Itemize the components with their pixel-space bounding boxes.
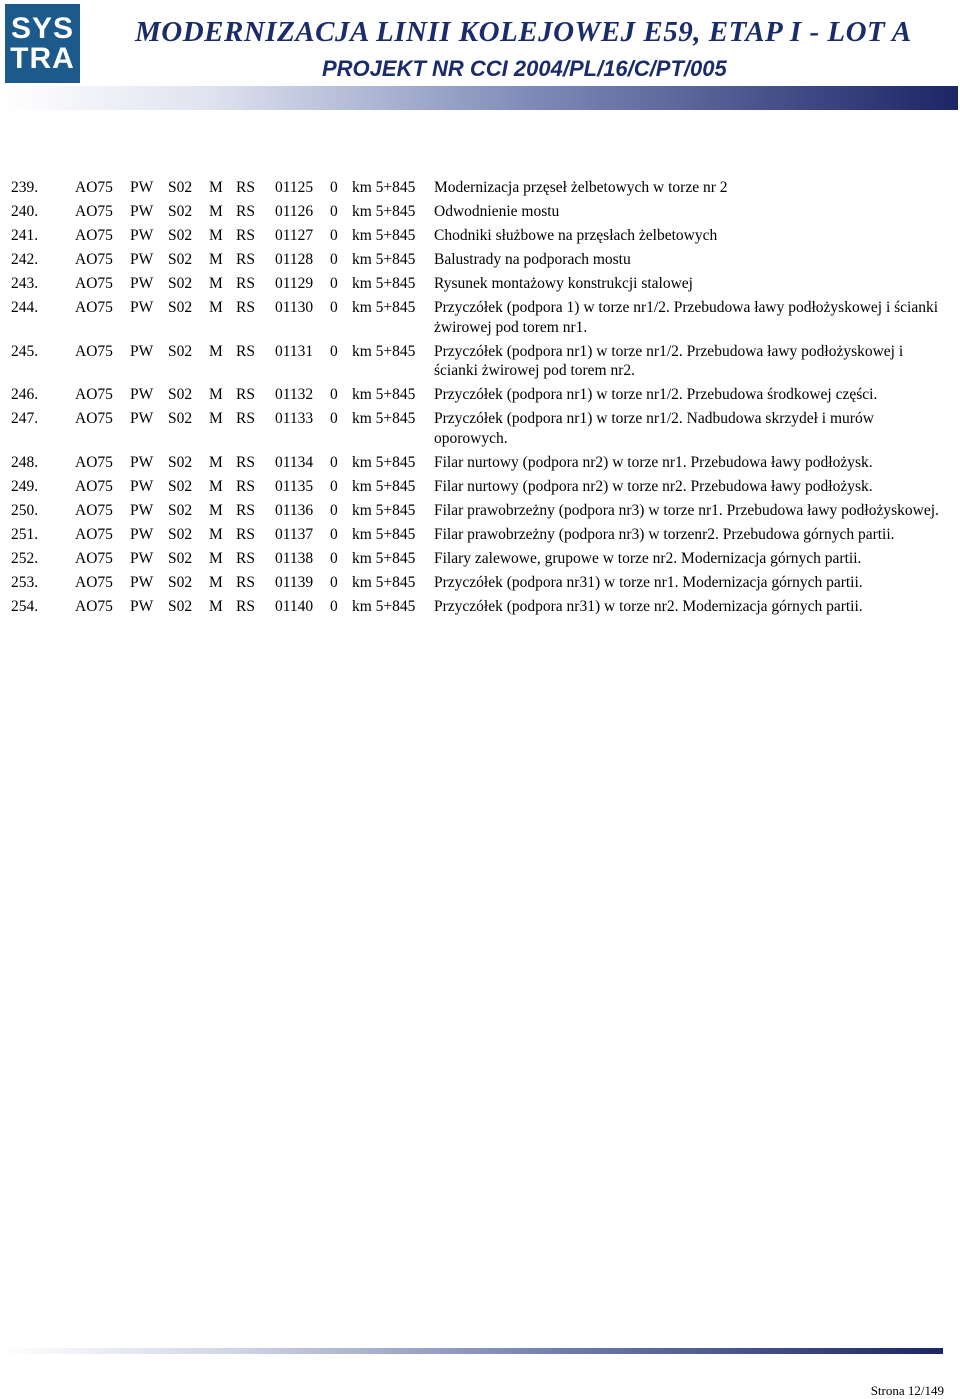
row-section: S02 — [168, 227, 193, 244]
row-drawing-number: 01132 — [275, 386, 314, 403]
row-number: 252. — [11, 549, 39, 567]
row-drawing-number: 01129 — [275, 275, 314, 292]
row-revision: 0 — [330, 386, 338, 403]
row-revision: 0 — [330, 549, 338, 567]
row-revision: 0 — [330, 342, 338, 360]
table-row — [0, 178, 960, 198]
row-description: Przyczółek (podpora 1) w torze nr1/2. Przebudowa ławy podłożyskowej i ścianki żwirowej pod torem nr1. — [434, 299, 939, 336]
row-revision: 0 — [330, 477, 338, 495]
row-branch: M — [209, 227, 223, 244]
row-org-code: AO75 — [75, 299, 113, 316]
row-drawing-number: 01131 — [275, 342, 314, 360]
row-org-code: AO75 — [75, 342, 113, 360]
row-kilometer: km 5+845 — [352, 342, 416, 360]
row-org-code: AO75 — [75, 410, 113, 427]
row-number: 246. — [11, 386, 39, 403]
row-branch: M — [209, 386, 223, 403]
row-description: Filary zalewowe, grupowe w torze nr2. Modernizacja górnych partii. — [434, 549, 862, 567]
row-description: Przyczółek (podpora nr1) w torze nr1/2. Przebudowa środkowej części. — [434, 386, 878, 403]
row-type: RS — [236, 501, 255, 519]
table-row — [0, 477, 960, 497]
row-section: S02 — [168, 251, 193, 268]
logo-line-1: SYS — [10, 11, 75, 45]
row-type: RS — [236, 342, 255, 360]
row-drawing-number: 01140 — [275, 597, 314, 615]
row-number: 250. — [11, 501, 39, 519]
row-branch: M — [209, 501, 223, 519]
row-revision: 0 — [330, 573, 338, 591]
row-number: 247. — [11, 410, 39, 427]
row-drawing-number: 01133 — [275, 410, 314, 427]
row-revision: 0 — [330, 525, 338, 543]
row-branch: M — [209, 342, 223, 360]
row-type: RS — [236, 299, 255, 316]
row-revision: 0 — [330, 251, 338, 268]
row-org-code: AO75 — [75, 501, 113, 519]
row-phase: PW — [130, 597, 154, 615]
row-kilometer: km 5+845 — [352, 477, 416, 495]
row-section: S02 — [168, 477, 193, 495]
row-kilometer: km 5+845 — [352, 179, 416, 196]
logo-line-2: TRA — [10, 41, 75, 75]
row-section: S02 — [168, 299, 193, 316]
row-phase: PW — [130, 410, 154, 427]
row-description: Filar prawobrzeżny (podpora nr3) w torze nr1. Przebudowa ławy podłożyskowej. — [434, 501, 939, 519]
row-number: 249. — [11, 477, 39, 495]
row-phase: PW — [130, 342, 154, 360]
document-title: MODERNIZACJA LINII KOLEJOWEJ E59, ETAP I - LOT A — [135, 16, 912, 48]
row-branch: M — [209, 275, 223, 292]
row-description: Przyczółek (podpora nr31) w torze nr1. Modernizacja górnych partii. — [434, 573, 863, 591]
row-type: RS — [236, 251, 255, 268]
table-row — [0, 274, 960, 294]
row-phase: PW — [130, 299, 154, 316]
row-org-code: AO75 — [75, 453, 113, 471]
row-description: Filar prawobrzeżny (podpora nr3) w torzenr2. Przebudowa górnych partii. — [434, 525, 895, 543]
row-kilometer: km 5+845 — [352, 525, 416, 543]
row-number: 240. — [11, 203, 39, 220]
table-row — [0, 409, 960, 448]
row-branch: M — [209, 525, 223, 543]
row-kilometer: km 5+845 — [352, 501, 416, 519]
row-section: S02 — [168, 501, 193, 519]
row-kilometer: km 5+845 — [352, 299, 416, 316]
row-type: RS — [236, 549, 255, 567]
row-number: 239. — [11, 179, 39, 196]
row-type: RS — [236, 573, 255, 591]
row-kilometer: km 5+845 — [352, 597, 416, 615]
row-org-code: AO75 — [75, 275, 113, 292]
row-number: 243. — [11, 275, 39, 292]
row-description: Odwodnienie mostu — [434, 203, 560, 220]
row-drawing-number: 01127 — [275, 227, 314, 244]
row-drawing-number: 01125 — [275, 179, 314, 196]
row-section: S02 — [168, 342, 193, 360]
row-drawing-number: 01136 — [275, 501, 314, 519]
row-org-code: AO75 — [75, 227, 113, 244]
row-kilometer: km 5+845 — [352, 275, 416, 292]
systra-logo — [5, 4, 80, 83]
row-branch: M — [209, 573, 223, 591]
row-phase: PW — [130, 203, 154, 220]
row-kilometer: km 5+845 — [352, 573, 416, 591]
row-section: S02 — [168, 573, 193, 591]
row-drawing-number: 01126 — [275, 203, 314, 220]
row-description: Przyczółek (podpora nr31) w torze nr2. Modernizacja górnych partii. — [434, 597, 863, 615]
row-drawing-number: 01130 — [275, 299, 314, 316]
row-drawing-number: 01139 — [275, 573, 314, 591]
row-drawing-number: 01135 — [275, 477, 314, 495]
row-org-code: AO75 — [75, 203, 113, 220]
table-row — [0, 385, 960, 405]
row-phase: PW — [130, 275, 154, 292]
row-section: S02 — [168, 203, 193, 220]
row-branch: M — [209, 549, 223, 567]
row-number: 242. — [11, 251, 39, 268]
row-kilometer: km 5+845 — [352, 549, 416, 567]
row-phase: PW — [130, 453, 154, 471]
row-branch: M — [209, 179, 223, 196]
footer-gradient-bar — [0, 1348, 943, 1354]
row-description: Przyczółek (podpora nr1) w torze nr1/2. Przebudowa ławy podłożyskowej i ścianki żwirowej pod torem nr2. — [434, 342, 904, 379]
row-section: S02 — [168, 410, 193, 427]
row-phase: PW — [130, 386, 154, 403]
row-branch: M — [209, 597, 223, 615]
row-org-code: AO75 — [75, 251, 113, 268]
row-kilometer: km 5+845 — [352, 251, 416, 268]
row-type: RS — [236, 453, 255, 471]
row-number: 244. — [11, 299, 39, 316]
row-drawing-number: 01134 — [275, 453, 314, 471]
row-org-code: AO75 — [75, 525, 113, 543]
row-revision: 0 — [330, 179, 338, 196]
row-revision: 0 — [330, 501, 338, 519]
row-section: S02 — [168, 275, 193, 292]
row-number: 254. — [11, 597, 39, 615]
row-section: S02 — [168, 386, 193, 403]
table-row — [0, 298, 960, 337]
row-section: S02 — [168, 453, 193, 471]
row-drawing-number: 01128 — [275, 251, 314, 268]
drawing-list — [0, 178, 960, 621]
page-number: Strona 12/149 — [870, 1383, 944, 1398]
row-kilometer: km 5+845 — [352, 227, 416, 244]
row-revision: 0 — [330, 227, 338, 244]
row-section: S02 — [168, 525, 193, 543]
row-description: Chodniki służbowe na przęsłach żelbetowych — [434, 227, 718, 244]
row-number: 245. — [11, 342, 39, 360]
row-branch: M — [209, 410, 223, 427]
row-description: Balustrady na podporach mostu — [434, 251, 631, 268]
row-branch: M — [209, 251, 223, 268]
row-type: RS — [236, 227, 255, 244]
page-header — [0, 0, 960, 112]
row-phase: PW — [130, 525, 154, 543]
row-type: RS — [236, 525, 255, 543]
row-revision: 0 — [330, 275, 338, 292]
row-section: S02 — [168, 597, 193, 615]
row-branch: M — [209, 453, 223, 471]
row-phase: PW — [130, 477, 154, 495]
row-section: S02 — [168, 549, 193, 567]
row-phase: PW — [130, 227, 154, 244]
row-org-code: AO75 — [75, 477, 113, 495]
row-phase: PW — [130, 179, 154, 196]
row-revision: 0 — [330, 299, 338, 316]
row-org-code: AO75 — [75, 179, 113, 196]
row-revision: 0 — [330, 597, 338, 615]
row-type: RS — [236, 386, 255, 403]
row-drawing-number: 01138 — [275, 549, 314, 567]
row-revision: 0 — [330, 453, 338, 471]
row-branch: M — [209, 299, 223, 316]
table-row — [0, 342, 960, 381]
row-org-code: AO75 — [75, 573, 113, 591]
row-phase: PW — [130, 251, 154, 268]
row-type: RS — [236, 597, 255, 615]
row-kilometer: km 5+845 — [352, 410, 416, 427]
row-revision: 0 — [330, 410, 338, 427]
header-gradient-bar — [0, 86, 958, 110]
row-phase: PW — [130, 549, 154, 567]
row-branch: M — [209, 203, 223, 220]
row-description: Przyczółek (podpora nr1) w torze nr1/2. Nadbudowa skrzydeł i murów oporowych. — [434, 410, 874, 447]
table-row — [0, 573, 960, 593]
row-type: RS — [236, 410, 255, 427]
row-number: 253. — [11, 573, 39, 591]
project-number: PROJEKT NR CCI 2004/PL/16/C/PT/005 — [322, 56, 727, 81]
row-kilometer: km 5+845 — [352, 453, 416, 471]
table-row — [0, 525, 960, 545]
row-description: Filar nurtowy (podpora nr2) w torze nr2. Przebudowa ławy podłożysk. — [434, 477, 873, 495]
row-number: 241. — [11, 227, 39, 244]
row-type: RS — [236, 477, 255, 495]
table-row — [0, 597, 960, 617]
row-phase: PW — [130, 501, 154, 519]
row-number: 248. — [11, 453, 39, 471]
row-phase: PW — [130, 573, 154, 591]
row-description: Modernizacja przęseł żelbetowych w torze nr 2 — [434, 179, 728, 196]
row-kilometer: km 5+845 — [352, 203, 416, 220]
row-kilometer: km 5+845 — [352, 386, 416, 403]
row-description: Filar nurtowy (podpora nr2) w torze nr1. Przebudowa ławy podłożysk. — [434, 453, 873, 471]
table-row — [0, 501, 960, 521]
row-section: S02 — [168, 179, 193, 196]
table-row — [0, 202, 960, 222]
row-type: RS — [236, 203, 255, 220]
row-drawing-number: 01137 — [275, 525, 314, 543]
row-org-code: AO75 — [75, 597, 113, 615]
row-description: Rysunek montażowy konstrukcji stalowej — [434, 275, 693, 292]
row-type: RS — [236, 275, 255, 292]
table-row — [0, 453, 960, 473]
row-number: 251. — [11, 525, 39, 543]
row-type: RS — [236, 179, 255, 196]
row-revision: 0 — [330, 203, 338, 220]
row-org-code: AO75 — [75, 549, 113, 567]
table-row — [0, 549, 960, 569]
row-org-code: AO75 — [75, 386, 113, 403]
table-row — [0, 250, 960, 270]
row-branch: M — [209, 477, 223, 495]
table-row — [0, 226, 960, 246]
